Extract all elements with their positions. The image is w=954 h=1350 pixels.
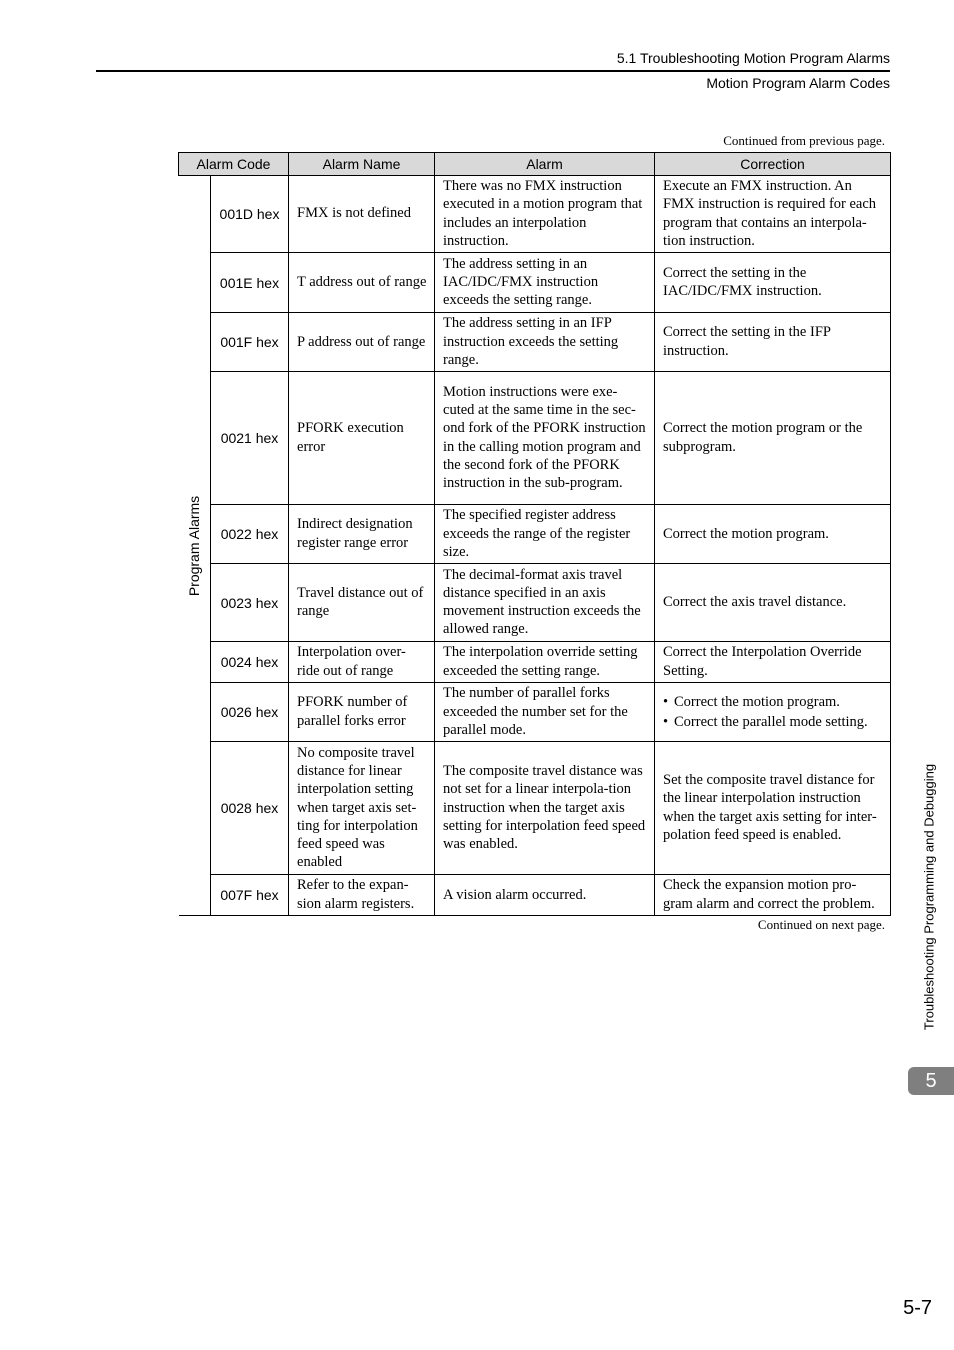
alarm-description-cell: A vision alarm occurred.	[435, 875, 655, 916]
alarm-code-cell: 0023 hex	[211, 564, 289, 642]
correction-cell: Correct the motion program.	[655, 505, 891, 564]
alarm-code-cell: 0022 hex	[211, 505, 289, 564]
alarm-name-cell: Refer to the expan-sion alarm registers.	[289, 875, 435, 916]
alarm-name-cell: P address out of range	[289, 313, 435, 372]
alarm-code-cell: 001D hex	[211, 176, 289, 253]
alarm-description-cell: The address setting in an IFP instruction exceeds the setting range.	[435, 313, 655, 372]
alarm-description-cell: The composite travel distance was not set for a linear interpola-tion instruction when the target axis setting for interpolation feed speed was enabled.	[435, 742, 655, 875]
alarm-name-cell: T address out of range	[289, 253, 435, 313]
alarm-name-cell: Travel distance out of range	[289, 564, 435, 642]
continued-next-note: Continued on next page.	[757, 917, 885, 932]
alarm-name-cell: FMX is not defined	[289, 176, 435, 253]
alarm-code-cell: 001F hex	[211, 313, 289, 372]
correction-cell: Correct the setting in the IAC/IDC/FMX instruction.	[655, 253, 891, 313]
alarm-name-cell: No composite travel distance for linear interpolation setting when target axis set-ting for interpolation feed speed was enabled	[289, 742, 435, 875]
table-row	[179, 372, 891, 505]
alarm-description-cell: The specified register address exceeds the range of the register size.	[435, 505, 655, 564]
table-row	[179, 176, 891, 253]
table-row	[179, 564, 891, 642]
alarm-name-cell: PFORK number of parallel forks error	[289, 683, 435, 742]
table-row	[179, 505, 891, 564]
alarm-description-cell: The address setting in an IAC/IDC/FMX instruction exceeds the setting range.	[435, 253, 655, 313]
running-header-subsection: Motion Program Alarm Codes	[706, 75, 890, 91]
alarm-code-cell: 007F hex	[211, 875, 289, 916]
alarm-code-cell: 0028 hex	[211, 742, 289, 875]
column-header-alarm-name: Alarm Name	[289, 153, 435, 176]
table-row	[179, 875, 891, 916]
correction-cell: Correct the Interpolation Override Setting.	[655, 642, 891, 683]
correction-cell: Set the composite travel distance for the linear interpolation instruction when the target axis setting for inter-polation feed speed is enabled.	[655, 742, 891, 875]
column-header-alarm: Alarm	[435, 153, 655, 176]
alarm-name-cell: Interpolation over-ride out of range	[289, 642, 435, 683]
column-header-alarm-code: Alarm Code	[179, 153, 289, 176]
page-number: 5-7	[903, 1297, 932, 1319]
table-row	[179, 313, 891, 372]
row-group-cell	[179, 176, 211, 916]
alarm-description-cell: Motion instructions were exe-cuted at the same time in the sec-ond fork of the PFORK instruction in the calling motion program and the second fork of the PFORK instruction in the sub-program.	[435, 372, 655, 505]
correction-cell: Execute an FMX instruction. An FMX instruction is required for each program that contains an interpola-tion instruction.	[655, 176, 891, 253]
chapter-number-tab: 5	[908, 1067, 954, 1095]
correction-cell: Correct the axis travel distance.	[655, 564, 891, 642]
alarm-codes-table	[178, 152, 891, 916]
correction-list-item: • Correct the parallel mode setting.	[663, 712, 883, 732]
table-row	[179, 742, 891, 875]
continued-from-note: Continued from previous page.	[723, 133, 885, 148]
alarm-name-cell: Indirect designation register range error	[289, 505, 435, 564]
alarm-name-cell: PFORK execution error	[289, 372, 435, 505]
table-row	[179, 253, 891, 313]
alarm-code-cell: 001E hex	[211, 253, 289, 313]
alarm-description-cell: The decimal-format axis travel distance specified in an axis movement instruction exceeds the allowed range.	[435, 564, 655, 642]
alarm-description-cell: The interpolation override setting exceeded the setting range.	[435, 642, 655, 683]
correction-list-item: • Correct the motion program.	[663, 692, 883, 712]
header-rule	[96, 70, 890, 72]
correction-list	[663, 692, 883, 732]
table-row	[179, 683, 891, 742]
table-row	[179, 642, 891, 683]
alarm-code-cell: 0021 hex	[211, 372, 289, 505]
correction-cell: Correct the motion program or the subprogram.	[655, 372, 891, 505]
correction-cell: Correct the setting in the IFP instruction.	[655, 313, 891, 372]
table-header-row	[179, 153, 891, 176]
running-header-section: 5.1 Troubleshooting Motion Program Alarms	[616, 50, 890, 66]
alarm-code-cell: 0024 hex	[211, 642, 289, 683]
column-header-correction: Correction	[655, 153, 891, 176]
correction-cell	[655, 683, 891, 742]
correction-cell: Check the expansion motion pro-gram alarm and correct the problem.	[655, 875, 891, 916]
chapter-side-label: Troubleshooting Programming and Debugging	[921, 763, 937, 1031]
alarm-description-cell: The number of parallel forks exceeded the number set for the parallel mode.	[435, 683, 655, 742]
row-group-label: Program Alarms	[186, 495, 203, 596]
alarm-code-cell: 0026 hex	[211, 683, 289, 742]
alarm-description-cell: There was no FMX instruction executed in a motion program that includes an interpolation instruction.	[435, 176, 655, 253]
